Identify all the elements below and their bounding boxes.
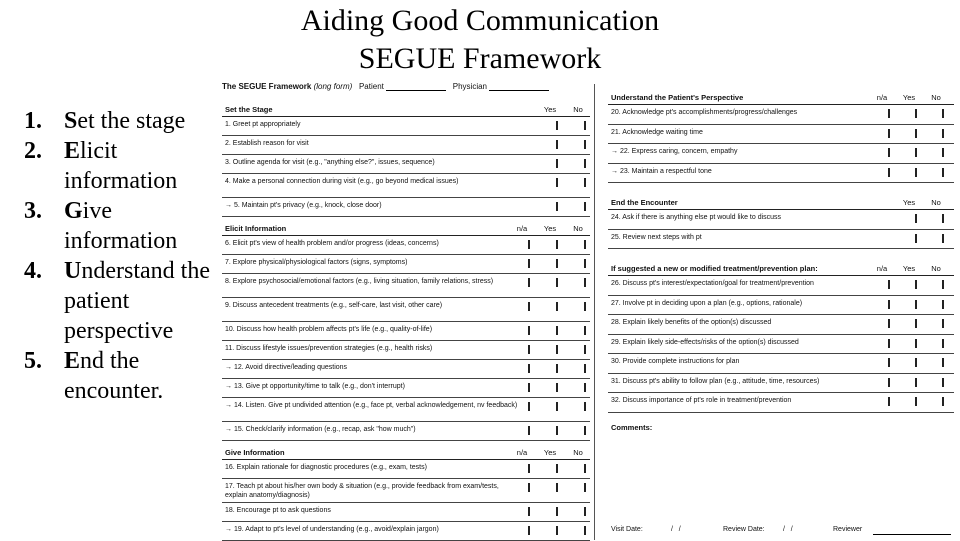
checkbox-tick-mark[interactable] — [584, 178, 586, 187]
form-section-header — [222, 100, 590, 117]
column-heading: n/a — [876, 264, 888, 273]
checkbox-tick-mark[interactable] — [584, 159, 586, 168]
form-item-row — [222, 522, 590, 541]
checkbox-tick-mark[interactable] — [915, 168, 917, 177]
checkbox-tick-mark[interactable] — [942, 168, 944, 177]
column-heading: Yes — [902, 198, 916, 207]
form-item-row — [222, 236, 590, 255]
checkbox-tick-mark[interactable] — [556, 278, 558, 287]
step-number: 5. — [24, 348, 42, 374]
form-item-row — [222, 117, 590, 136]
checkbox-tick-mark[interactable] — [528, 259, 530, 268]
form-section-header — [222, 219, 590, 236]
review-date-label: Review Date: — [723, 526, 765, 533]
form-item-row — [222, 322, 590, 341]
checkbox-tick-mark[interactable] — [556, 240, 558, 249]
checkbox-tick-mark[interactable] — [915, 148, 917, 157]
form-item-text: 32. Discuss importance of pt's role in treatment/prevention — [611, 397, 792, 404]
step-text: et the stage — [77, 108, 186, 134]
checkbox-tick-mark[interactable] — [888, 358, 890, 367]
step-initial-letter: G — [64, 198, 83, 224]
column-heading: No — [931, 198, 941, 207]
checkbox-tick-mark[interactable] — [556, 402, 558, 411]
column-heading: No — [931, 93, 941, 102]
checkbox-tick-mark[interactable] — [888, 339, 890, 348]
checkbox-tick-mark[interactable] — [528, 526, 530, 535]
checkbox-tick-mark[interactable] — [584, 483, 586, 492]
step-item — [24, 106, 224, 136]
checkbox-tick-mark[interactable] — [584, 507, 586, 516]
step-number: 1. — [24, 108, 42, 134]
checkbox-tick-mark[interactable] — [942, 129, 944, 138]
step-item — [24, 136, 224, 196]
form-item-text: 7. Explore physical/physiological factors (signs, symptoms) — [225, 259, 408, 266]
form-item-row — [608, 315, 954, 335]
checkbox-tick-mark[interactable] — [888, 168, 890, 177]
form-item-text: → 22. Express caring, concern, empathy — [611, 148, 738, 155]
checkbox-tick-mark[interactable] — [556, 302, 558, 311]
step-text: licit information — [64, 138, 178, 194]
form-left-column — [222, 100, 590, 541]
column-heading: Yes — [543, 448, 557, 457]
form-item-text: 20. Acknowledge pt's accomplishments/progress/challenges — [611, 109, 798, 116]
checkbox-tick-mark[interactable] — [942, 234, 944, 243]
checkbox-tick-mark[interactable] — [584, 259, 586, 268]
checkbox-tick-mark[interactable] — [915, 109, 917, 118]
checkbox-tick-mark[interactable] — [556, 526, 558, 535]
visit-date-label: Visit Date: — [611, 526, 643, 533]
form-section-label: End the Encounter — [611, 198, 678, 207]
column-heading: Yes — [543, 224, 557, 233]
column-heading: Yes — [902, 93, 916, 102]
form-right-column — [608, 88, 954, 503]
checkbox-tick-mark[interactable] — [584, 140, 586, 149]
checkbox-tick-mark[interactable] — [915, 358, 917, 367]
form-item-row — [222, 379, 590, 398]
checkbox-tick-mark[interactable] — [888, 397, 890, 406]
visit-date-slashes: / / — [671, 526, 681, 533]
form-section-header — [608, 193, 954, 210]
step-item — [24, 346, 224, 406]
checkbox-tick-mark[interactable] — [915, 339, 917, 348]
form-item-row — [608, 125, 954, 145]
checkbox-tick-mark[interactable] — [556, 426, 558, 435]
checkbox-tick-mark[interactable] — [888, 300, 890, 309]
step-item — [24, 196, 224, 256]
checkbox-tick-mark[interactable] — [528, 302, 530, 311]
form-item-text: 24. Ask if there is anything else pt would like to discuss — [611, 214, 782, 221]
checkbox-tick-mark[interactable] — [556, 507, 558, 516]
checkbox-tick-mark[interactable] — [584, 464, 586, 473]
checkbox-tick-mark[interactable] — [528, 383, 530, 392]
step-initial-letter: S — [64, 108, 78, 134]
form-item-row — [222, 255, 590, 274]
form-item-text: 4. Make a personal connection during visit (e.g., go beyond medical issues) — [225, 178, 459, 185]
form-item-row — [608, 374, 954, 394]
step-initial-letter: E — [64, 138, 81, 164]
checkbox-tick-mark[interactable] — [528, 507, 530, 516]
checkbox-tick-mark[interactable] — [888, 378, 890, 387]
form-item-text: 10. Discuss how health problem affects pt's life (e.g., quality-of-life) — [225, 326, 433, 333]
form-section-label: Elicit Information — [225, 224, 287, 233]
checkbox-tick-mark[interactable] — [584, 326, 586, 335]
segue-steps-list — [24, 106, 224, 406]
form-item-text: 30. Provide complete instructions for plan — [611, 358, 740, 365]
form-item-text: 31. Discuss pt's ability to follow plan (e.g., attitude, time, resources) — [611, 377, 820, 385]
form-item-text: 6. Elicit pt's view of health problem and/or progress (ideas, concerns) — [225, 240, 439, 247]
form-item-text: → 13. Give pt opportunity/time to talk (e.g., don't interrupt) — [225, 383, 405, 390]
checkbox-tick-mark[interactable] — [942, 300, 944, 309]
checkbox-tick-mark[interactable] — [942, 319, 944, 328]
step-text: nderstand the patient perspective — [64, 258, 210, 344]
checkbox-tick-mark[interactable] — [584, 383, 586, 392]
form-item-text: → 15. Check/clarify information (e.g., recap, ask "how much") — [225, 426, 416, 433]
form-header-subtitle: (long form) — [313, 82, 353, 91]
column-heading: Yes — [543, 105, 557, 114]
form-header-title: The SEGUE Framework — [222, 82, 312, 91]
checkbox-tick-mark[interactable] — [528, 326, 530, 335]
form-item-text: 21. Acknowledge waiting time — [611, 128, 703, 136]
column-heading: Yes — [902, 264, 916, 273]
form-item-text: 9. Discuss antecedent treatments (e.g., self-care, last visit, other care) — [225, 302, 443, 309]
checkbox-tick-mark[interactable] — [888, 319, 890, 328]
slide-title-line1: Aiding Good Communication — [300, 4, 660, 37]
reviewer-line — [873, 534, 951, 535]
form-item-text: → 23. Maintain a respectful tone — [611, 167, 712, 175]
form-item-row — [608, 210, 954, 230]
column-heading: No — [931, 264, 941, 273]
checkbox-tick-mark[interactable] — [556, 259, 558, 268]
checkbox-tick-mark[interactable] — [888, 280, 890, 289]
form-section-label: Give Information — [225, 448, 285, 457]
checkbox-tick-mark[interactable] — [888, 148, 890, 157]
form-item-row — [608, 276, 954, 296]
checkbox-tick-mark[interactable] — [556, 178, 558, 187]
checkbox-tick-mark[interactable] — [556, 159, 558, 168]
form-item-row — [222, 398, 590, 422]
form-item-text: 2. Establish reason for visit — [225, 140, 309, 147]
form-item-row — [608, 144, 954, 164]
checkbox-tick-mark[interactable] — [556, 483, 558, 492]
checkbox-tick-mark[interactable] — [528, 464, 530, 473]
form-item-text: 29. Explain likely side-effects/risks of the option(s) discussed — [611, 338, 799, 346]
form-item-row — [608, 230, 954, 250]
step-number: 2. — [24, 138, 42, 164]
form-item-row — [222, 198, 590, 217]
form-section-label: Set the Stage — [225, 105, 273, 114]
checkbox-tick-mark[interactable] — [915, 129, 917, 138]
checkbox-tick-mark[interactable] — [528, 345, 530, 354]
checkbox-tick-mark[interactable] — [942, 339, 944, 348]
checkbox-tick-mark[interactable] — [942, 280, 944, 289]
form-item-row — [222, 298, 590, 322]
form-item-text: → 5. Maintain pt's privacy (e.g., knock, close door) — [225, 202, 382, 209]
checkbox-tick-mark[interactable] — [942, 358, 944, 367]
review-date-slashes: / / — [783, 526, 793, 533]
checkbox-tick-mark[interactable] — [556, 326, 558, 335]
checkbox-tick-mark[interactable] — [556, 140, 558, 149]
form-item-row — [608, 296, 954, 316]
step-text: ive information — [64, 198, 178, 254]
step-number: 3. — [24, 198, 42, 224]
form-header-physician: Physician — [452, 82, 488, 91]
column-heading: n/a — [516, 224, 528, 233]
form-item-row — [608, 393, 954, 413]
checkbox-tick-mark[interactable] — [915, 397, 917, 406]
form-item-text: → 12. Avoid directive/leading questions — [225, 364, 348, 371]
column-heading: No — [573, 105, 583, 114]
checkbox-tick-mark[interactable] — [528, 364, 530, 373]
form-item-row — [608, 164, 954, 184]
form-item-text: 18. Encourage pt to ask questions — [225, 507, 331, 514]
checkbox-tick-mark[interactable] — [556, 202, 558, 211]
checkbox-tick-mark[interactable] — [584, 364, 586, 373]
form-section-label: If suggested a new or modified treatment/prevention plan: — [611, 264, 818, 273]
checkbox-tick-mark[interactable] — [942, 214, 944, 223]
form-item-row — [222, 136, 590, 155]
checkbox-tick-mark[interactable] — [942, 397, 944, 406]
form-item-row — [222, 155, 590, 174]
checkbox-tick-mark[interactable] — [584, 302, 586, 311]
step-number: 4. — [24, 258, 42, 284]
comments-label: Comments: — [611, 422, 653, 432]
checkbox-tick-mark[interactable] — [915, 280, 917, 289]
checkbox-tick-mark[interactable] — [528, 426, 530, 435]
checkbox-tick-mark[interactable] — [584, 526, 586, 535]
column-divider — [594, 84, 595, 540]
checkbox-tick-mark[interactable] — [556, 383, 558, 392]
checkbox-tick-mark[interactable] — [888, 129, 890, 138]
checkbox-tick-mark[interactable] — [556, 345, 558, 354]
segue-form-image — [222, 80, 954, 540]
form-item-row — [222, 274, 590, 298]
form-item-text: → 14. Listen. Give pt undivided attention (e.g., face pt, verbal acknowledgement, nv feedback) — [225, 402, 518, 409]
form-section-header — [608, 88, 954, 105]
checkbox-tick-mark[interactable] — [528, 240, 530, 249]
form-item-row — [222, 479, 590, 503]
checkbox-tick-mark[interactable] — [942, 378, 944, 387]
checkbox-tick-mark[interactable] — [556, 121, 558, 130]
form-item-row — [222, 174, 590, 198]
checkbox-tick-mark[interactable] — [584, 402, 586, 411]
checkbox-tick-mark[interactable] — [584, 426, 586, 435]
comments-area — [608, 413, 954, 503]
form-item-row — [608, 335, 954, 355]
step-initial-letter: U — [64, 258, 82, 284]
column-heading: n/a — [876, 93, 888, 102]
form-item-text: 3. Outline agenda for visit (e.g., "anything else?", issues, sequence) — [225, 159, 435, 166]
form-item-row — [222, 503, 590, 522]
form-item-text: 26. Discuss pt's interest/expectation/goal for treatment/prevention — [611, 280, 814, 287]
checkbox-tick-mark[interactable] — [584, 240, 586, 249]
form-item-text: 1. Greet pt appropriately — [225, 121, 301, 128]
checkbox-tick-mark[interactable] — [528, 483, 530, 492]
form-item-text: → 19. Adapt to pt's level of understanding (e.g., avoid/explain jargon) — [225, 526, 439, 533]
form-item-row — [222, 360, 590, 379]
checkbox-tick-mark[interactable] — [584, 121, 586, 130]
step-text: nd the encounter. — [64, 348, 164, 404]
checkbox-tick-mark[interactable] — [942, 109, 944, 118]
form-header — [222, 82, 549, 91]
form-item-text: 16. Explain rationale for diagnostic procedures (e.g., exam, tests) — [225, 464, 427, 471]
form-item-text: 25. Review next steps with pt — [611, 233, 702, 241]
form-header-patient: Patient — [358, 82, 384, 91]
form-section-header — [608, 259, 954, 276]
step-item — [24, 256, 224, 346]
column-heading: No — [573, 448, 583, 457]
checkbox-tick-mark[interactable] — [942, 148, 944, 157]
form-item-text: 11. Discuss lifestyle issues/prevention strategies (e.g., health risks) — [225, 345, 433, 352]
checkbox-tick-mark[interactable] — [915, 319, 917, 328]
checkbox-tick-mark[interactable] — [915, 300, 917, 309]
checkbox-tick-mark[interactable] — [556, 364, 558, 373]
patient-line — [386, 82, 446, 91]
column-heading: n/a — [516, 448, 528, 457]
form-section-label: Understand the Patient's Perspective — [611, 93, 744, 102]
form-item-row — [608, 105, 954, 125]
column-heading: No — [573, 224, 583, 233]
form-section-header — [222, 443, 590, 460]
checkbox-tick-mark[interactable] — [915, 214, 917, 223]
checkbox-tick-mark[interactable] — [584, 278, 586, 287]
form-item-row — [222, 460, 590, 479]
step-initial-letter: E — [64, 348, 81, 374]
form-item-row — [222, 341, 590, 360]
reviewer-label: Reviewer — [833, 526, 863, 533]
form-item-row — [222, 422, 590, 441]
checkbox-tick-mark[interactable] — [915, 378, 917, 387]
form-item-text: 8. Explore psychosocial/emotional factors (e.g., living situation, family relations, stress) — [225, 278, 494, 285]
checkbox-tick-mark[interactable] — [528, 402, 530, 411]
checkbox-tick-mark[interactable] — [556, 464, 558, 473]
form-item-row — [608, 354, 954, 374]
checkbox-tick-mark[interactable] — [915, 234, 917, 243]
checkbox-tick-mark[interactable] — [584, 345, 586, 354]
form-item-text: 28. Explain likely benefits of the option(s) discussed — [611, 319, 772, 326]
checkbox-tick-mark[interactable] — [888, 109, 890, 118]
physician-line — [489, 82, 549, 91]
form-item-text: 17. Teach pt about his/her own body & situation (e.g., provide feedback from exam/tests, explain anatomy/diagnosis) — [225, 483, 499, 499]
form-item-text: 27. Involve pt in deciding upon a plan (e.g., options, rationale) — [611, 299, 803, 307]
slide-title-line2: SEGUE Framework — [358, 42, 602, 75]
checkbox-tick-mark[interactable] — [584, 202, 586, 211]
checkbox-tick-mark[interactable] — [528, 278, 530, 287]
